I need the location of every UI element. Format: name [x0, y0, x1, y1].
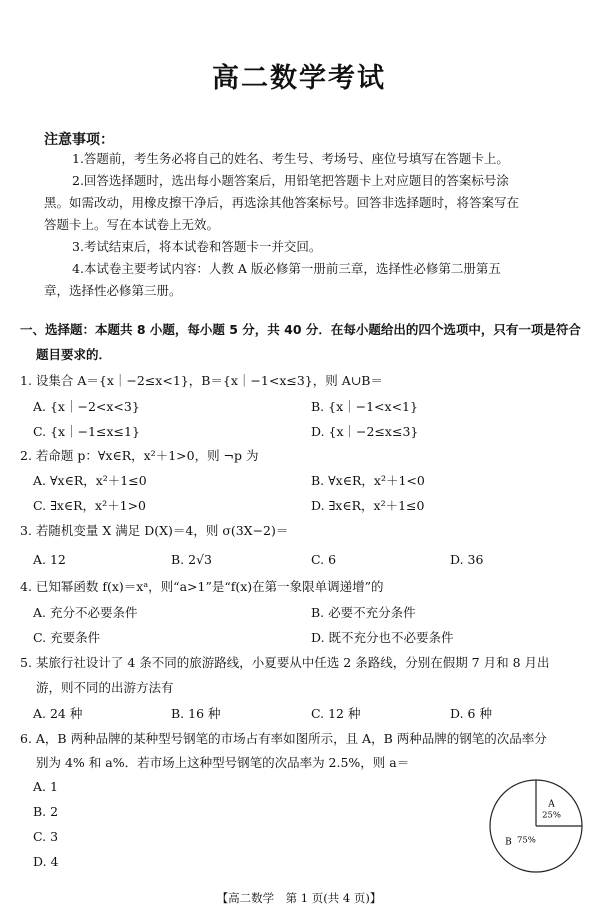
pie-slice-value-b: 75% [516, 835, 536, 846]
q2-option-d: D. ∃x∈R，x²＋1≤0 [311, 498, 425, 513]
question-5-stem-cont: 游，则不同的出游方法有 [36, 680, 174, 695]
q5-option-d: D. 6 种 [450, 706, 492, 721]
q5-option-c: C. 12 种 [311, 706, 361, 721]
q1-option-c: C. {x｜−1≤x≤1} [33, 424, 140, 439]
q1-option-d: D. {x｜−2≤x≤3} [311, 424, 419, 439]
q1-option-b: B. {x｜−1<x<1} [311, 399, 418, 414]
notice-line: 答题卡上。写在本试卷上无效。 [44, 217, 220, 232]
question-5-stem: 5. 某旅行社设计了 4 条不同的旅游路线，小夏要从中任选 2 条路线，分别在假期 7 月和 8 月出 [20, 655, 550, 670]
q1-option-a: A. {x｜−2<x<3} [33, 399, 140, 414]
notice-line: 3.考试结束后，将本试卷和答题卡一并交回。 [72, 239, 322, 254]
q3-option-d: D. 36 [450, 552, 484, 567]
pie-slice-label-a: A [548, 799, 555, 810]
question-6-stem-cont: 别为 4% 和 a%．若市场上这种型号钢笔的次品率为 2.5%，则 a＝ [36, 755, 410, 770]
notice-line: 1.答题前，考生务必将自己的姓名、考生号、考场号、座位号填写在答题卡上。 [72, 151, 509, 166]
q6-option-a: A. 1 [33, 779, 58, 794]
q4-option-c: C. 充要条件 [33, 630, 101, 645]
pie-slice-label-b: B [505, 837, 512, 848]
q4-option-b: B. 必要不充分条件 [311, 605, 416, 620]
pie-slice-value-a: 25% [542, 810, 562, 821]
q6-option-d: D. 4 [33, 854, 59, 869]
q6-option-b: B. 2 [33, 804, 59, 819]
notice-line: 章，选择性必修第三册。 [44, 283, 182, 298]
notice-line: 4.本试卷主要考试内容：人教 A 版必修第一册前三章，选择性必修第二册第五 [72, 261, 501, 276]
question-4-stem: 4. 已知幂函数 f(x)＝xᵃ，则“a>1”是“f(x)在第一象限单调递增”的 [20, 579, 384, 594]
q2-option-b: B. ∀x∈R，x²＋1<0 [311, 473, 425, 488]
question-1-stem: 1. 设集合 A＝{x｜−2≤x<1}，B＝{x｜−1<x≤3}，则 A∪B＝ [20, 373, 383, 388]
q3-option-c: C. 6 [311, 552, 337, 567]
notice-heading: 注意事项： [44, 132, 114, 148]
q3-option-a: A. 12 [33, 552, 66, 567]
section-heading: 一、选择题：本题共 8 小题，每小题 5 分，共 40 分．在每小题给出的四个选项中，只有一项是符合 [20, 322, 581, 337]
q5-option-b: B. 16 种 [171, 706, 221, 721]
page-footer: 【高二数学 第 1 页(共 4 页)】 [216, 891, 382, 905]
q4-option-a: A. 充分不必要条件 [33, 605, 138, 620]
q6-option-c: C. 3 [33, 829, 59, 844]
q5-option-a: A. 24 种 [33, 706, 83, 721]
page-title: 高二数学考试 [212, 63, 386, 94]
question-3-stem: 3. 若随机变量 X 满足 D(X)＝4，则 σ(3X−2)＝ [20, 523, 289, 538]
q2-option-c: C. ∃x∈R，x²＋1>0 [33, 498, 147, 513]
market-share-pie-chart [488, 778, 584, 874]
q4-option-d: D. 既不充分也不必要条件 [311, 630, 454, 645]
question-2-stem: 2. 若命题 p：∀x∈R，x²＋1>0，则 ¬p 为 [20, 448, 259, 463]
notice-line: 2.回答选择题时，选出每小题答案后，用铅笔把答题卡上对应题目的答案标号涂 [72, 173, 509, 188]
question-6-stem: 6. A，B 两种品牌的某种型号钢笔的市场占有率如图所示，且 A，B 两种品牌的钢笔的次品率分 [20, 731, 547, 746]
section-heading-cont: 题目要求的． [36, 347, 112, 362]
q3-option-b: B. 2√3 [171, 552, 213, 567]
notice-line: 黑。如需改动，用橡皮擦干净后，再选涂其他答案标号。回答非选择题时，将答案写在 [44, 195, 520, 210]
q2-option-a: A. ∀x∈R，x²＋1≤0 [33, 473, 147, 488]
